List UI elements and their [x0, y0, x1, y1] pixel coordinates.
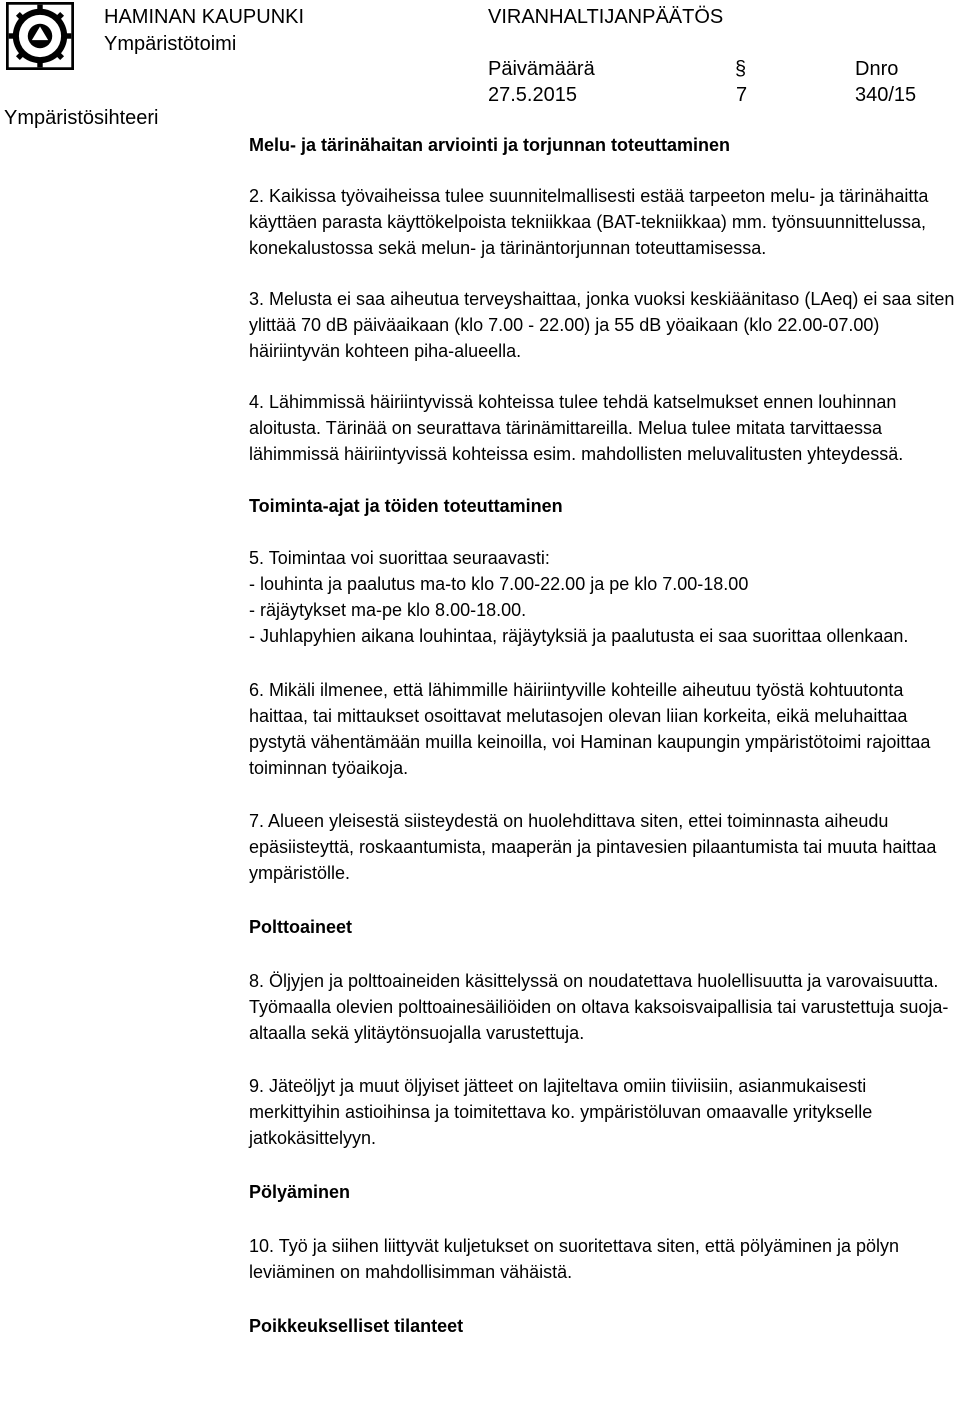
date-label: Päivämäärä [488, 58, 595, 80]
item-5-line: - louhinta ja paalutus ma-to klo 7.00-22.00 ja pe klo 7.00-18.00 [249, 574, 749, 594]
paragraph-item-6: 6. Mikäli ilmenee, että lähimmille häiriintyville kohteille aiheutuu työstä kohtuutonta haittaa, tai mittaukset osoittavat melutasojen olevan liian korkeita, eikä meluhaittaa pystytä vähentämään muilla keinoilla, voi Haminan kaupungin ympäristötoimi rajoittaa toiminnan työaikoja. [249, 680, 931, 778]
item-5-line: - Juhlapyhien aikana louhintaa, räjäytyksiä ja paalutusta ei saa suorittaa ollenkaan. [249, 626, 909, 646]
item-5-line: 5. Toimintaa voi suorittaa seuraavasti: [249, 548, 550, 568]
paragraph-item-5 [249, 545, 957, 649]
section-heading-polyaminen: Pölyäminen [249, 1182, 351, 1202]
document-body [249, 132, 957, 1339]
organization-name [104, 4, 304, 58]
paragraph-item-4: 4. Lähimmissä häiriintyvissä kohteissa tulee tehdä katselmukset ennen louhinnan aloitusta. Tärinää on seurattava tärinämittareilla. Melua tulee mitata tarvittaessa lähimmissä häiriintyvissä kohteissa esim. mahdollisten meluvalitusten yhteydessä. [249, 392, 904, 464]
section-value: 7 [736, 84, 748, 106]
date-value: 27.5.2015 [488, 84, 577, 106]
city-crest-icon [6, 2, 74, 70]
document-type: VIRANHALTIJANPÄÄTÖS [488, 6, 724, 28]
paragraph-item-2: 2. Kaikissa työvaiheissa tulee suunnitelmallisesti estää tarpeeton melu- ja tärinähaitta käyttäen parasta käyttökelpoista tekniikkaa (BAT-tekniikkaa) mm. työnsuunnittelussa, konekalustossa sekä melun- ja tärinäntorjunnan toteuttamisessa. [249, 186, 929, 258]
paragraph-item-7: 7. Alueen yleisestä siisteydestä on huolehdittava siten, ettei toiminnasta aiheudu epäsiisteyttä, roskaantumista, maaperän ja pintavesien pilaantumista tai muuta haittaa ympäristölle. [249, 811, 937, 883]
paragraph-item-9: 9. Jäteöljyt ja muut öljyiset jätteet on lajiteltava omiin tiiviisiin, asianmukaisesti merkittyihin astioihinsa ja toimitettava ko. ympäristöluvan omaavalle yritykselle jatkokäsittelyyn. [249, 1076, 873, 1148]
section-heading-polttoaineet: Polttoaineet [249, 917, 353, 937]
paragraph-item-10: 10. Työ ja siihen liittyvät kuljetukset on suoritettava siten, että pölyäminen ja pölyn leviäminen on mahdollisimman vähäistä. [249, 1236, 900, 1282]
organization-title: HAMINAN KAUPUNKI [104, 6, 305, 28]
paragraph-item-3: 3. Melusta ei saa aiheutua terveyshaittaa, jonka vuoksi keskiäänitaso (LAeq) ei saa siten ylittää 70 dB päiväaikaan (klo 7.00 - 22.00) ja 55 dB yöaikaan (klo 22.00-07.00) häiriintyvän kohteen piha-alueella. [249, 289, 955, 361]
section-heading-melu: Melu- ja tärinähaitan arviointi ja torjunnan toteuttaminen [249, 135, 731, 155]
section-mark: § [735, 58, 747, 80]
section-heading-poikkeukselliset: Poikkeukselliset tilanteet [249, 1316, 464, 1336]
paragraph-item-8: 8. Öljyjen ja polttoaineiden käsittelyssä on noudatettava huolellisuutta ja varovaisuutta. Työmaalla olevien polttoainesäiliöiden on oltava kaksoisvaipallisia tai varustettuja suoja-altaalla sekä ylitäytönsuojalla varustettuja. [249, 971, 949, 1043]
dnro-label: Dnro [855, 58, 899, 80]
item-5-line: - räjäytykset ma-pe klo 8.00-18.00. [249, 600, 527, 620]
unit-name: Ympäristösihteeri [4, 107, 159, 129]
department-name: Ympäristötoimi [104, 33, 237, 55]
section-heading-toiminta: Toiminta-ajat ja töiden toteuttaminen [249, 496, 563, 516]
dnro-value: 340/15 [855, 84, 917, 106]
